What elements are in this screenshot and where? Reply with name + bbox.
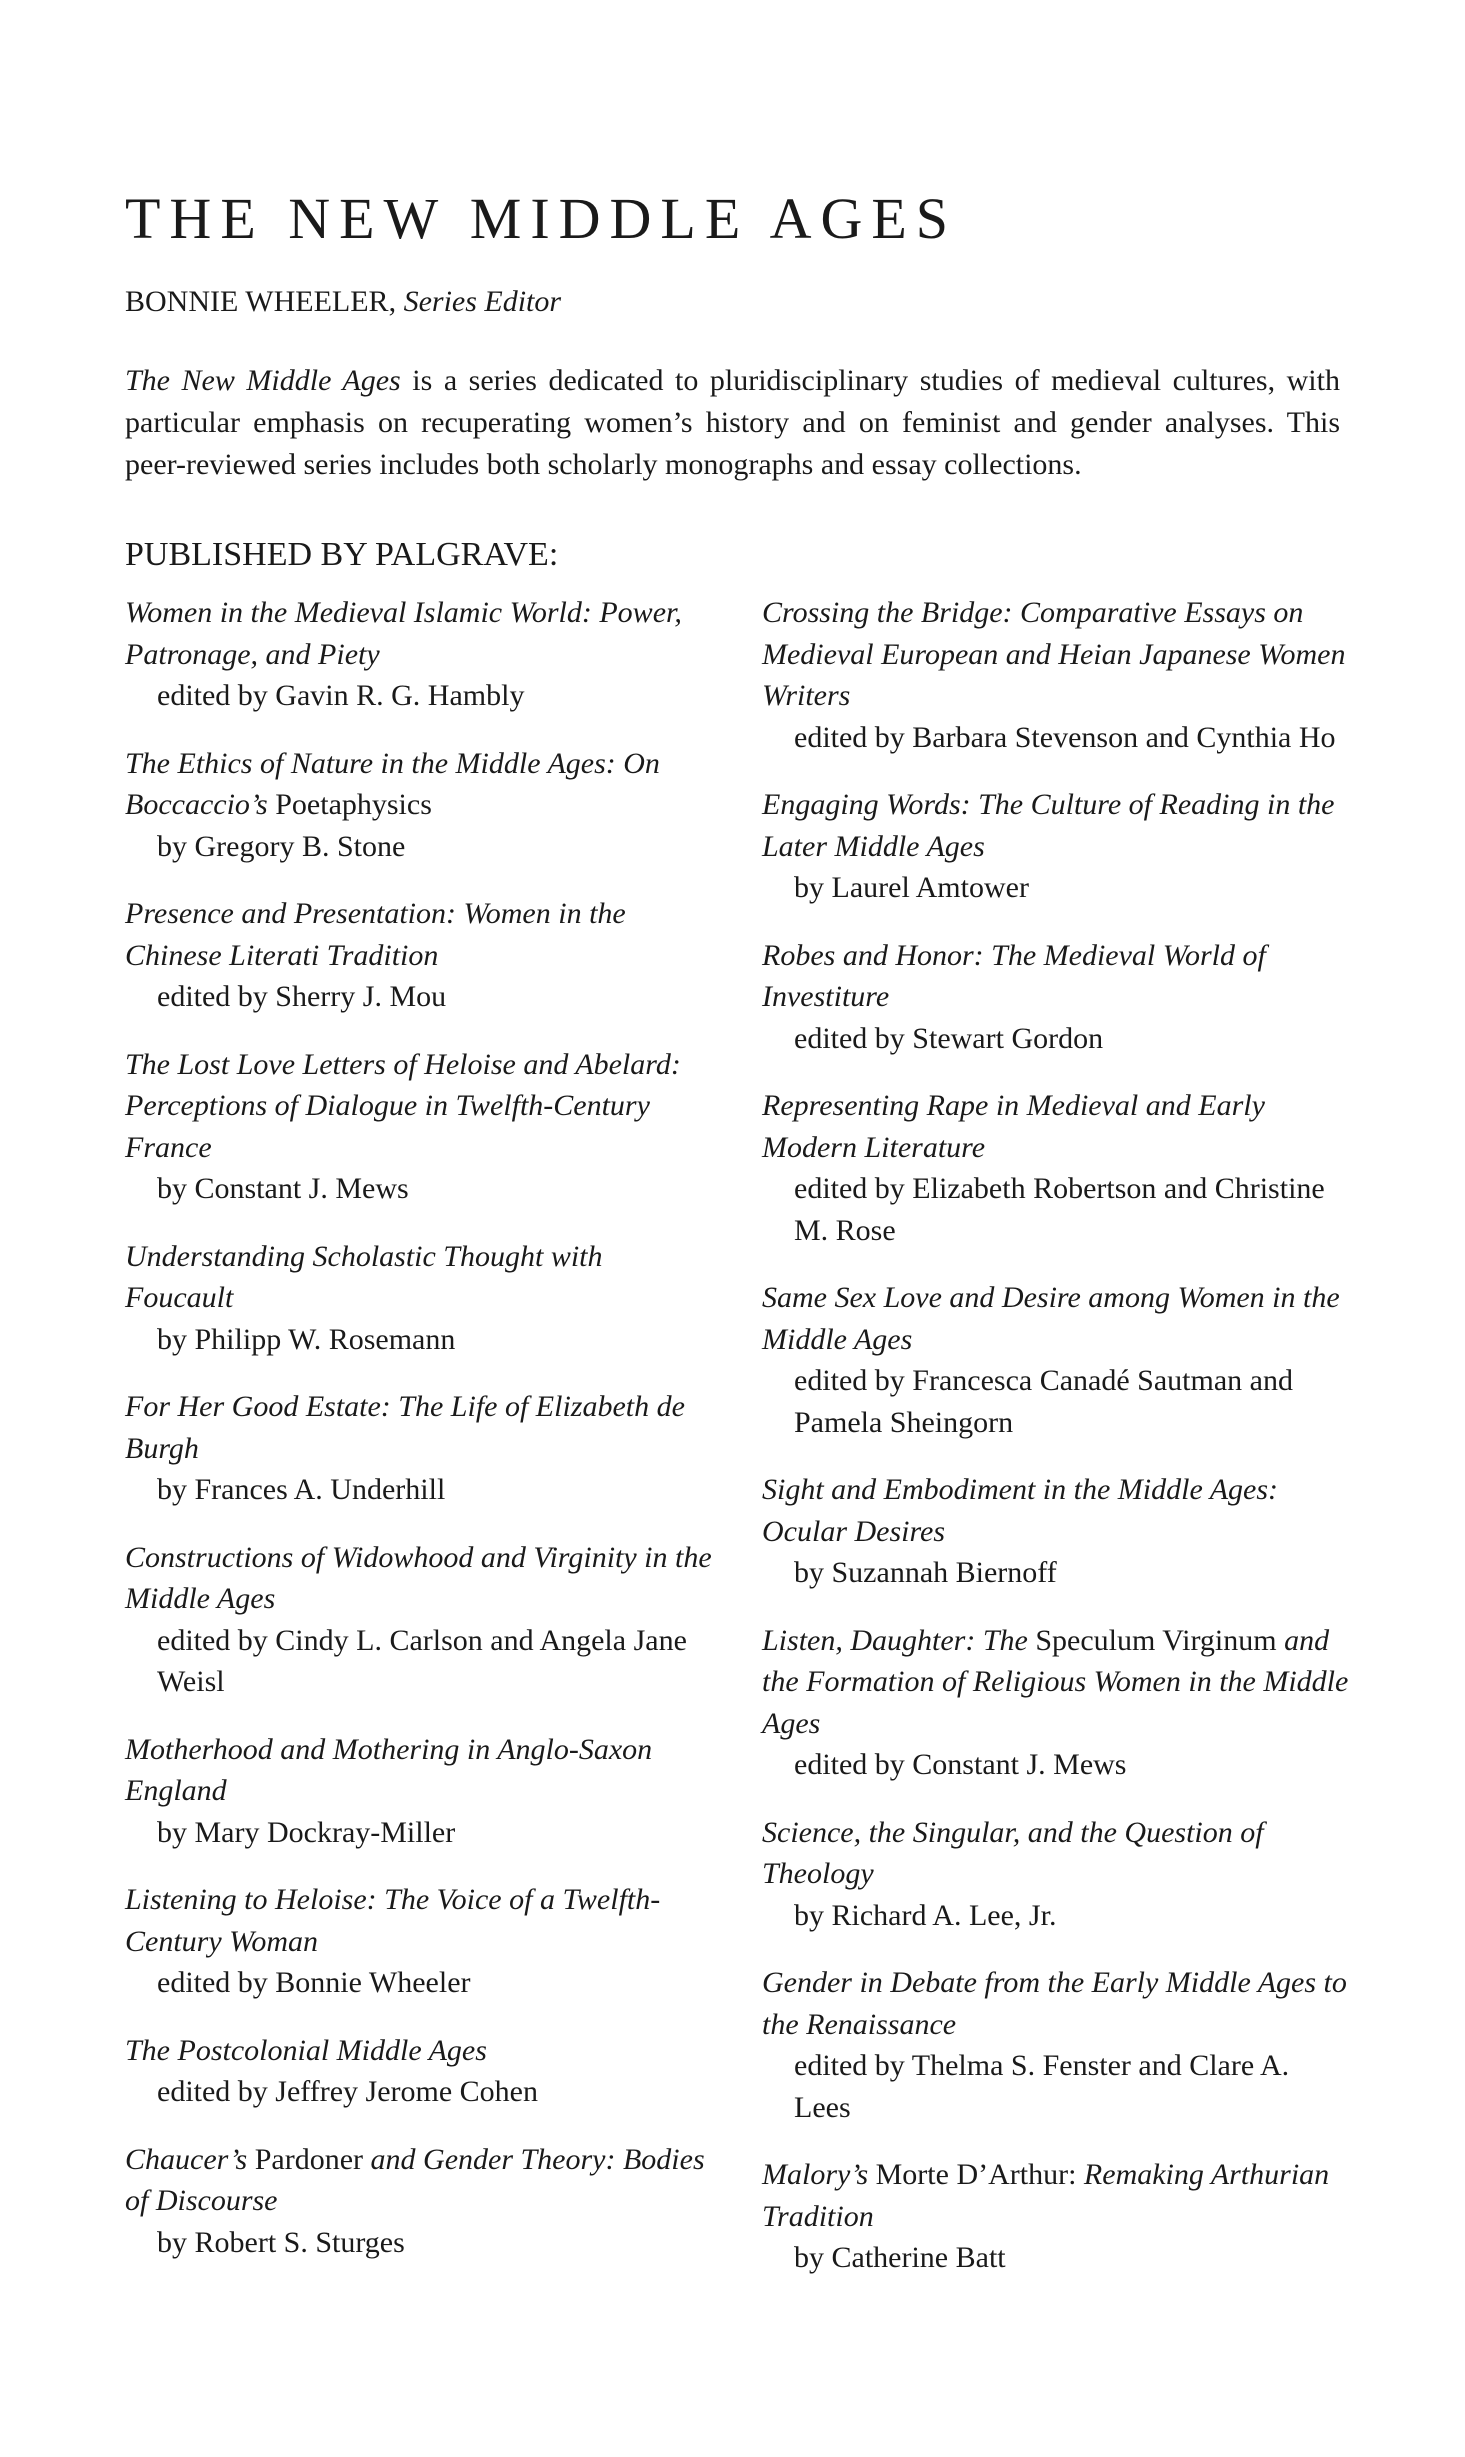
series-description-body: is a series dedicated to pluridisciplinary studies of medieval cultures, with particular emphasis on recuperating women’s history and on feminist and gender analyses. This peer-reviewed series includes both scholarly monographs and essay collections.	[125, 364, 1340, 481]
book-title	[762, 1085, 1352, 1168]
book-title	[762, 1620, 1352, 1745]
book-title	[125, 1879, 715, 1962]
book-title	[125, 1236, 715, 1319]
book-title-italic: Robes and Honor: The Medieval World of Investiture	[762, 938, 1266, 1013]
book-entry	[762, 1085, 1352, 1251]
series-editor-role: Series Editor	[403, 285, 562, 318]
book-entry	[762, 1962, 1352, 2128]
book-credit: by Philipp W. Rosemann	[157, 1322, 456, 1356]
book-title-italic: For Her Good Estate: The Life of Elizabeth de Burgh	[125, 1390, 685, 1465]
book-credit: edited by Bonnie Wheeler	[157, 1966, 471, 1999]
book-entry	[125, 1044, 715, 1210]
book-title	[762, 1812, 1352, 1895]
book-title-italic: Crossing the Bridge: Comparative Essays on Medieval European and Heian Japanese Women Writers	[762, 596, 1346, 712]
book-title	[762, 1962, 1352, 2045]
book-entry	[762, 1469, 1352, 1594]
book-title-italic: Understanding Scholastic Thought with Foucault	[125, 1239, 603, 1314]
book-credit: edited by Thelma S. Fenster and Clare A. Lees	[794, 2049, 1290, 2124]
book-title-roman: Poetaphysics	[267, 788, 432, 821]
book-entry	[125, 592, 715, 717]
book-entry	[125, 1236, 715, 1361]
book-credit: by Richard A. Lee, Jr.	[794, 1898, 1057, 1932]
book-title-italic: Motherhood and Mothering in Anglo-Saxon England	[125, 1732, 653, 1807]
book-list-left	[125, 592, 715, 2289]
book-title-italic: Sight and Embodiment in the Middle Ages: Ocular Desires	[762, 1473, 1279, 1548]
book-entry	[762, 1812, 1352, 1937]
book-title-italic: and Gender Theory: Bodies of Discourse	[125, 2142, 705, 2217]
book-title	[125, 743, 715, 826]
book-title-italic: Women in the Medieval Islamic World: Power, Patronage, and Piety	[125, 596, 682, 671]
book-credit: edited by Elizabeth Robertson and Christine M. Rose	[794, 1172, 1325, 1247]
book-entry	[125, 1729, 715, 1854]
book-credit: by Gregory B. Stone	[157, 829, 406, 863]
book-credit: by Catherine Batt	[794, 2241, 1006, 2274]
book-title	[762, 1469, 1352, 1552]
book-title-italic: Remaking Arthurian Tradition	[762, 2158, 1330, 2233]
book-entry	[125, 1386, 715, 1511]
book-title	[125, 893, 715, 976]
book-title-italic: Presence and Presentation: Women in the Chinese Literati Tradition	[125, 897, 626, 972]
book-credit: edited by Francesca Canadé Sautman and Pamela Sheingorn	[794, 1364, 1293, 1439]
book-credit: edited by Sherry J. Mou	[157, 980, 447, 1013]
book-title	[125, 1537, 715, 1620]
book-entry	[125, 893, 715, 1018]
series-description	[125, 360, 1340, 486]
book-title	[125, 1729, 715, 1812]
series-description-title: The New Middle Ages	[125, 364, 401, 397]
book-credit: by Constant J. Mews	[157, 1172, 409, 1205]
book-title-italic: The Postcolonial Middle Ages	[125, 2033, 487, 2067]
series-editor-name: BONNIE WHEELER,	[125, 285, 397, 318]
book-credit: by Mary Dockray-Miller	[157, 1815, 456, 1849]
book-title	[125, 2030, 715, 2072]
book-entry	[762, 935, 1352, 1060]
book-title-roman: Pardoner	[247, 2142, 371, 2176]
book-credit: by Suzannah Biernoff	[794, 1556, 1057, 1589]
book-credit: by Laurel Amtower	[794, 871, 1029, 904]
book-title-italic: Listen, Daughter: The	[762, 1623, 1028, 1657]
book-title	[762, 1277, 1352, 1360]
book-title	[762, 935, 1352, 1018]
book-credit: by Frances A. Underhill	[157, 1473, 446, 1506]
book-title	[125, 1044, 715, 1169]
book-title-roman: Morte D’Arthur:	[868, 2158, 1084, 2191]
book-entry	[125, 1879, 715, 2004]
book-credit: edited by Stewart Gordon	[794, 1021, 1104, 1055]
book-entry	[762, 784, 1352, 909]
book-title	[125, 592, 715, 675]
book-credit: edited by Barbara Stevenson and Cynthia Ho	[794, 720, 1336, 754]
book-title-italic: Malory’s	[762, 2158, 869, 2191]
book-credit: by Robert S. Sturges	[157, 2225, 405, 2259]
book-title-italic: Constructions of Widowhood and Virginity in the Middle Ages	[125, 1540, 712, 1615]
book-title-italic: and the Formation of Religious Women in the Middle Ages	[762, 1623, 1349, 1740]
book-entry	[762, 592, 1352, 758]
series-editor-line	[125, 282, 561, 322]
book-title-italic: The Ethics of Nature in the Middle Ages: On Boccaccio’s	[125, 746, 660, 821]
book-list-right	[762, 592, 1352, 2305]
book-title-italic: Representing Rape in Medieval and Early Modern Literature	[762, 1089, 1265, 1164]
book-title	[125, 2139, 715, 2222]
book-entry	[762, 1277, 1352, 1443]
published-heading: PUBLISHED BY PALGRAVE:	[125, 536, 559, 573]
book-title	[762, 784, 1352, 867]
book-title-italic: Engaging Words: The Culture of Reading in the Later Middle Ages	[762, 788, 1335, 863]
book-title-italic: Gender in Debate from the Early Middle Ages to the Renaissance	[762, 1966, 1347, 2041]
book-title-italic: Same Sex Love and Desire among Women in the Middle Ages	[762, 1281, 1340, 1356]
book-entry	[125, 743, 715, 868]
book-credit: edited by Jeffrey Jerome Cohen	[157, 2075, 538, 2108]
book-title-roman: Speculum Virginum	[1027, 1623, 1285, 1657]
book-title-italic: The Lost Love Letters of Heloise and Abelard: Perceptions of Dialogue in Twelfth-Century France	[125, 1047, 681, 1164]
book-title	[762, 592, 1352, 717]
book-credit: edited by Constant J. Mews	[794, 1748, 1127, 1781]
book-title-italic: Listening to Heloise: The Voice of a Twelfth-Century Woman	[125, 1883, 661, 1958]
book-entry	[125, 1537, 715, 1703]
book-entry	[762, 2154, 1352, 2279]
book-credit: edited by Gavin R. G. Hambly	[157, 679, 525, 712]
book-title-italic: Chaucer’s	[125, 2142, 248, 2176]
series-title: THE NEW MIDDLE AGES	[125, 186, 958, 251]
book-title	[125, 1386, 715, 1469]
book-title-italic: Science, the Singular, and the Question of Theology	[762, 1815, 1264, 1890]
book-entry	[762, 1620, 1352, 1786]
book-entry	[125, 2139, 715, 2264]
book-title	[762, 2154, 1352, 2237]
book-credit: edited by Cindy L. Carlson and Angela Jane Weisl	[157, 1623, 687, 1698]
book-entry	[125, 2030, 715, 2113]
